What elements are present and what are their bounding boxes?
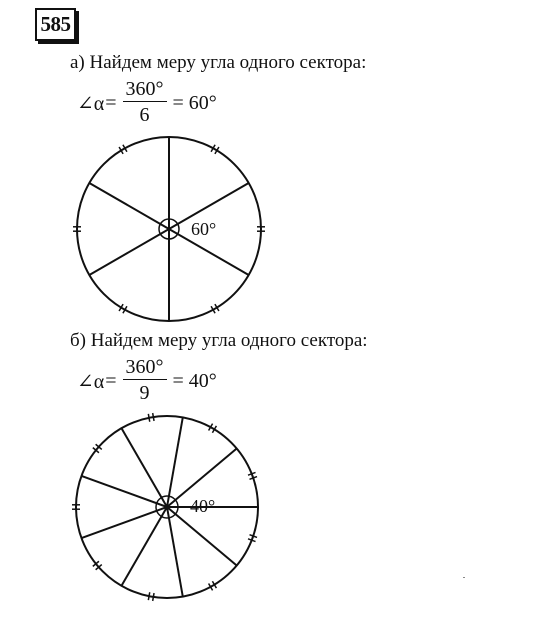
part-a-spoke [89,229,169,275]
part-b-equals: = [105,369,117,392]
part-a-wheel-diagram [71,129,271,329]
part-a-formula [77,78,217,128]
part-b-denominator: 9 [139,382,150,404]
part-b-heading: б) Найдем меру угла одного сектора: [70,330,368,351]
part-b-spoke [167,507,183,597]
part-a-equals: = [105,91,117,114]
part-b-formula [77,356,217,406]
part-b-spoke [122,428,168,507]
part-b-result: = 40° [172,369,217,392]
part-b-angle-label: 40° [190,496,216,516]
part-a-angle-symbol: ∠α [77,92,105,115]
part-b-spoke [81,476,167,507]
scan-speck [463,577,465,578]
part-a-result: = 60° [172,91,217,114]
part-b-spoke [167,417,183,507]
problem-number: 585 [35,8,76,41]
part-a-denominator: 6 [139,104,150,126]
part-b-wheel-diagram [70,408,270,608]
part-a-spoke [89,183,169,229]
part-a-angle-label: 60° [191,219,217,239]
part-b-numerator: 360° [123,356,167,380]
part-b-spoke [81,507,167,538]
part-a-heading: а) Найдем меру угла одного сектора: [70,52,367,73]
part-b-angle-symbol: ∠α [77,370,105,393]
part-a-fraction [123,78,167,128]
part-b-spoke [122,507,168,586]
part-a-numerator: 360° [123,78,167,102]
part-b-fraction [123,356,167,406]
